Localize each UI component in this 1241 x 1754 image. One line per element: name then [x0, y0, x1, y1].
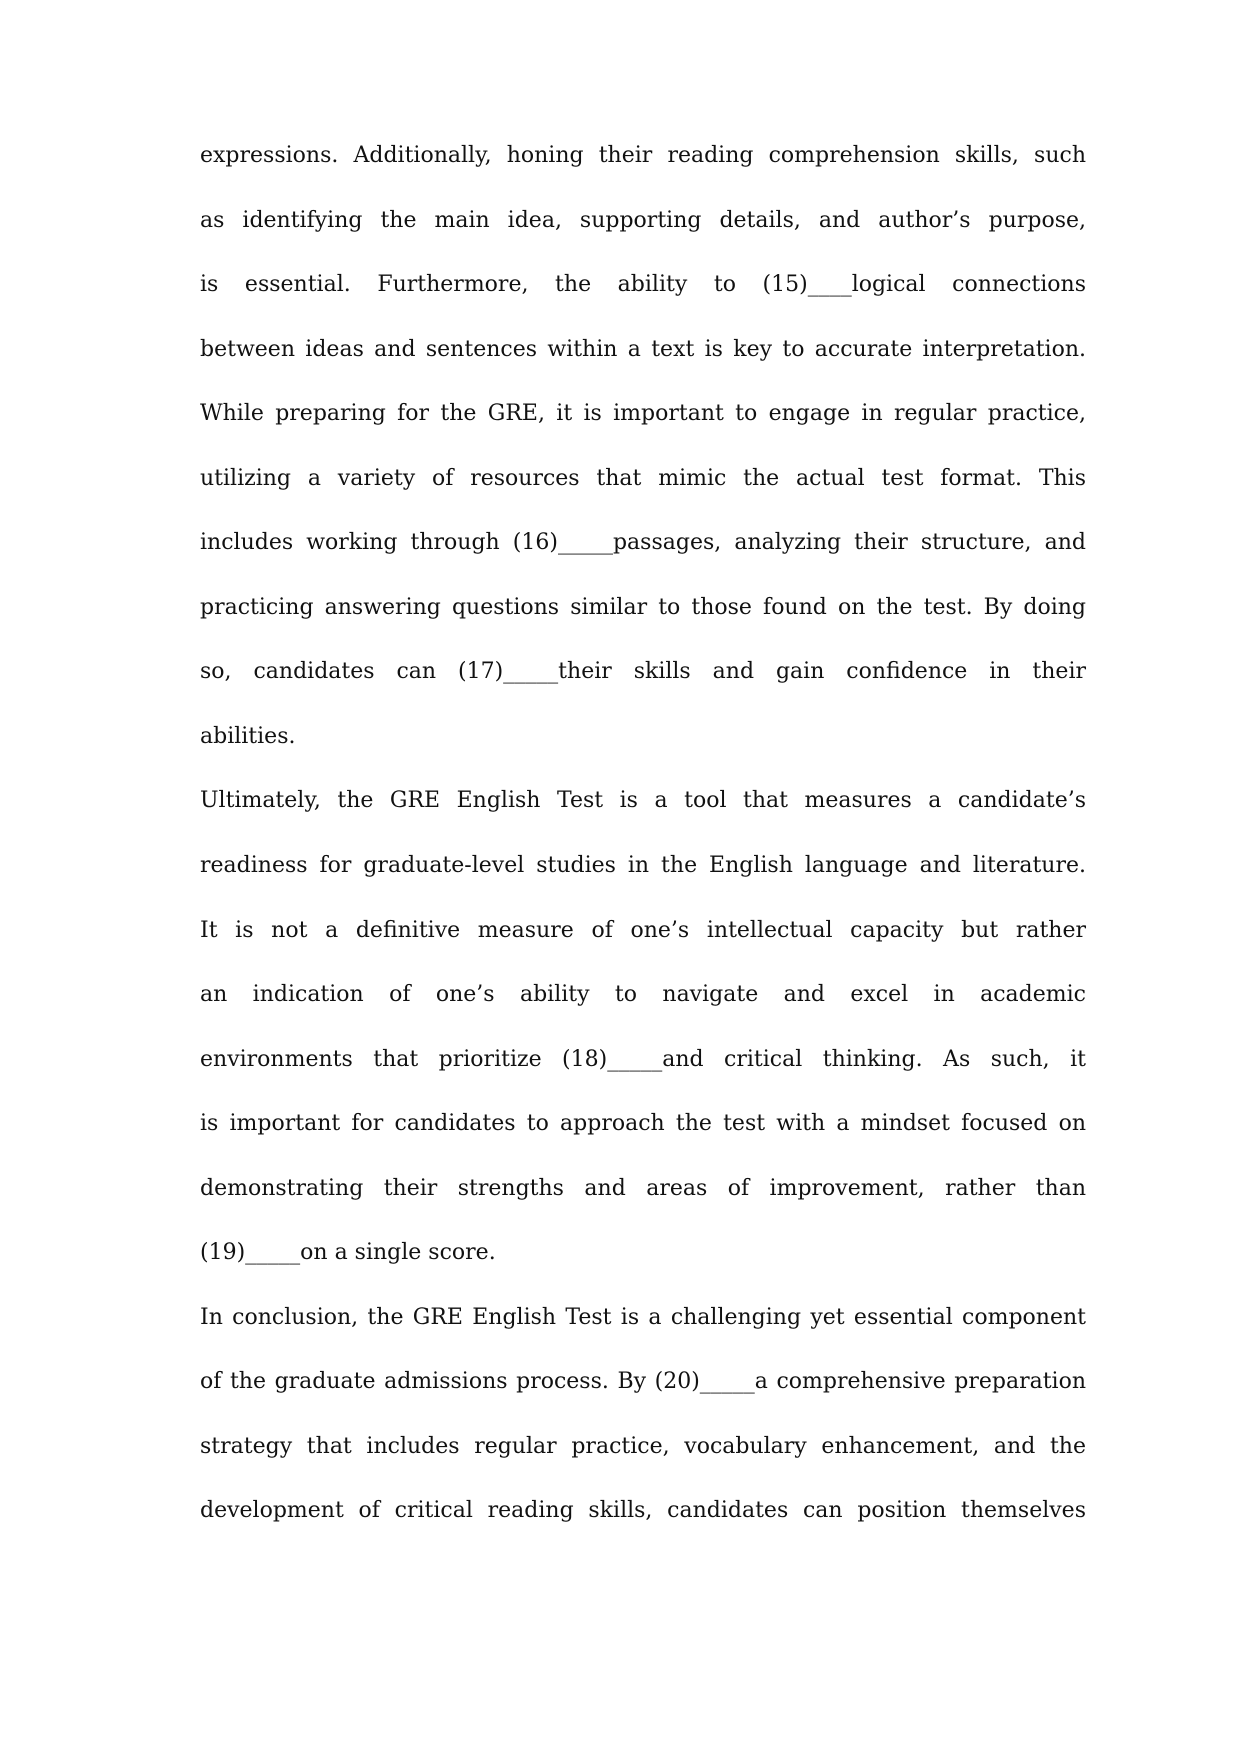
text-line: environments that prioritize (18)_____and critical thinking. As such, it	[200, 1046, 1086, 1072]
text-line: is essential. Furthermore, the ability to (15)____logical connections	[200, 272, 1086, 298]
text-line: demonstrating their strengths and areas of improvement, rather than	[200, 1175, 1086, 1201]
text-line: utilizing a variety of resources that mimic the actual test format. This	[200, 465, 1086, 491]
text-line: is important for candidates to approach the test with a mindset focused on	[200, 1111, 1086, 1137]
text-line: development of critical reading skills, candidates can position themselves	[200, 1498, 1086, 1524]
text-line: (19)_____on a single score.	[200, 1240, 496, 1266]
text-line: It is not a definitive measure of one’s intellectual capacity but rather	[200, 917, 1086, 943]
text-line: practicing answering questions similar to those found on the test. By doing	[200, 594, 1086, 620]
text-line: so, candidates can (17)_____their skills and gain confidence in their	[200, 659, 1086, 685]
text-line: between ideas and sentences within a text is key to accurate interpretation.	[200, 336, 1086, 362]
text-line: readiness for graduate-level studies in the English language and literature.	[200, 853, 1086, 879]
text-line: Ultimately, the GRE English Test is a tool that measures a candidate’s	[200, 788, 1086, 814]
text-line: an indication of one’s ability to navigate and excel in academic	[200, 982, 1086, 1008]
text-line: strategy that includes regular practice, vocabulary enhancement, and the	[200, 1433, 1086, 1459]
text-line: of the graduate admissions process. By (20)_____a comprehensive preparation	[200, 1369, 1086, 1395]
text-line: abilities.	[200, 723, 296, 749]
body-text	[200, 143, 1086, 1563]
text-line: includes working through (16)_____passages, analyzing their structure, and	[200, 530, 1086, 556]
text-line: expressions. Additionally, honing their reading comprehension skills, such	[200, 143, 1086, 168]
text-line: While preparing for the GRE, it is important to engage in regular practice,	[200, 401, 1086, 427]
text-line: In conclusion, the GRE English Test is a challenging yet essential component	[200, 1304, 1086, 1330]
text-line: as identifying the main idea, supporting details, and author’s purpose,	[200, 207, 1086, 233]
